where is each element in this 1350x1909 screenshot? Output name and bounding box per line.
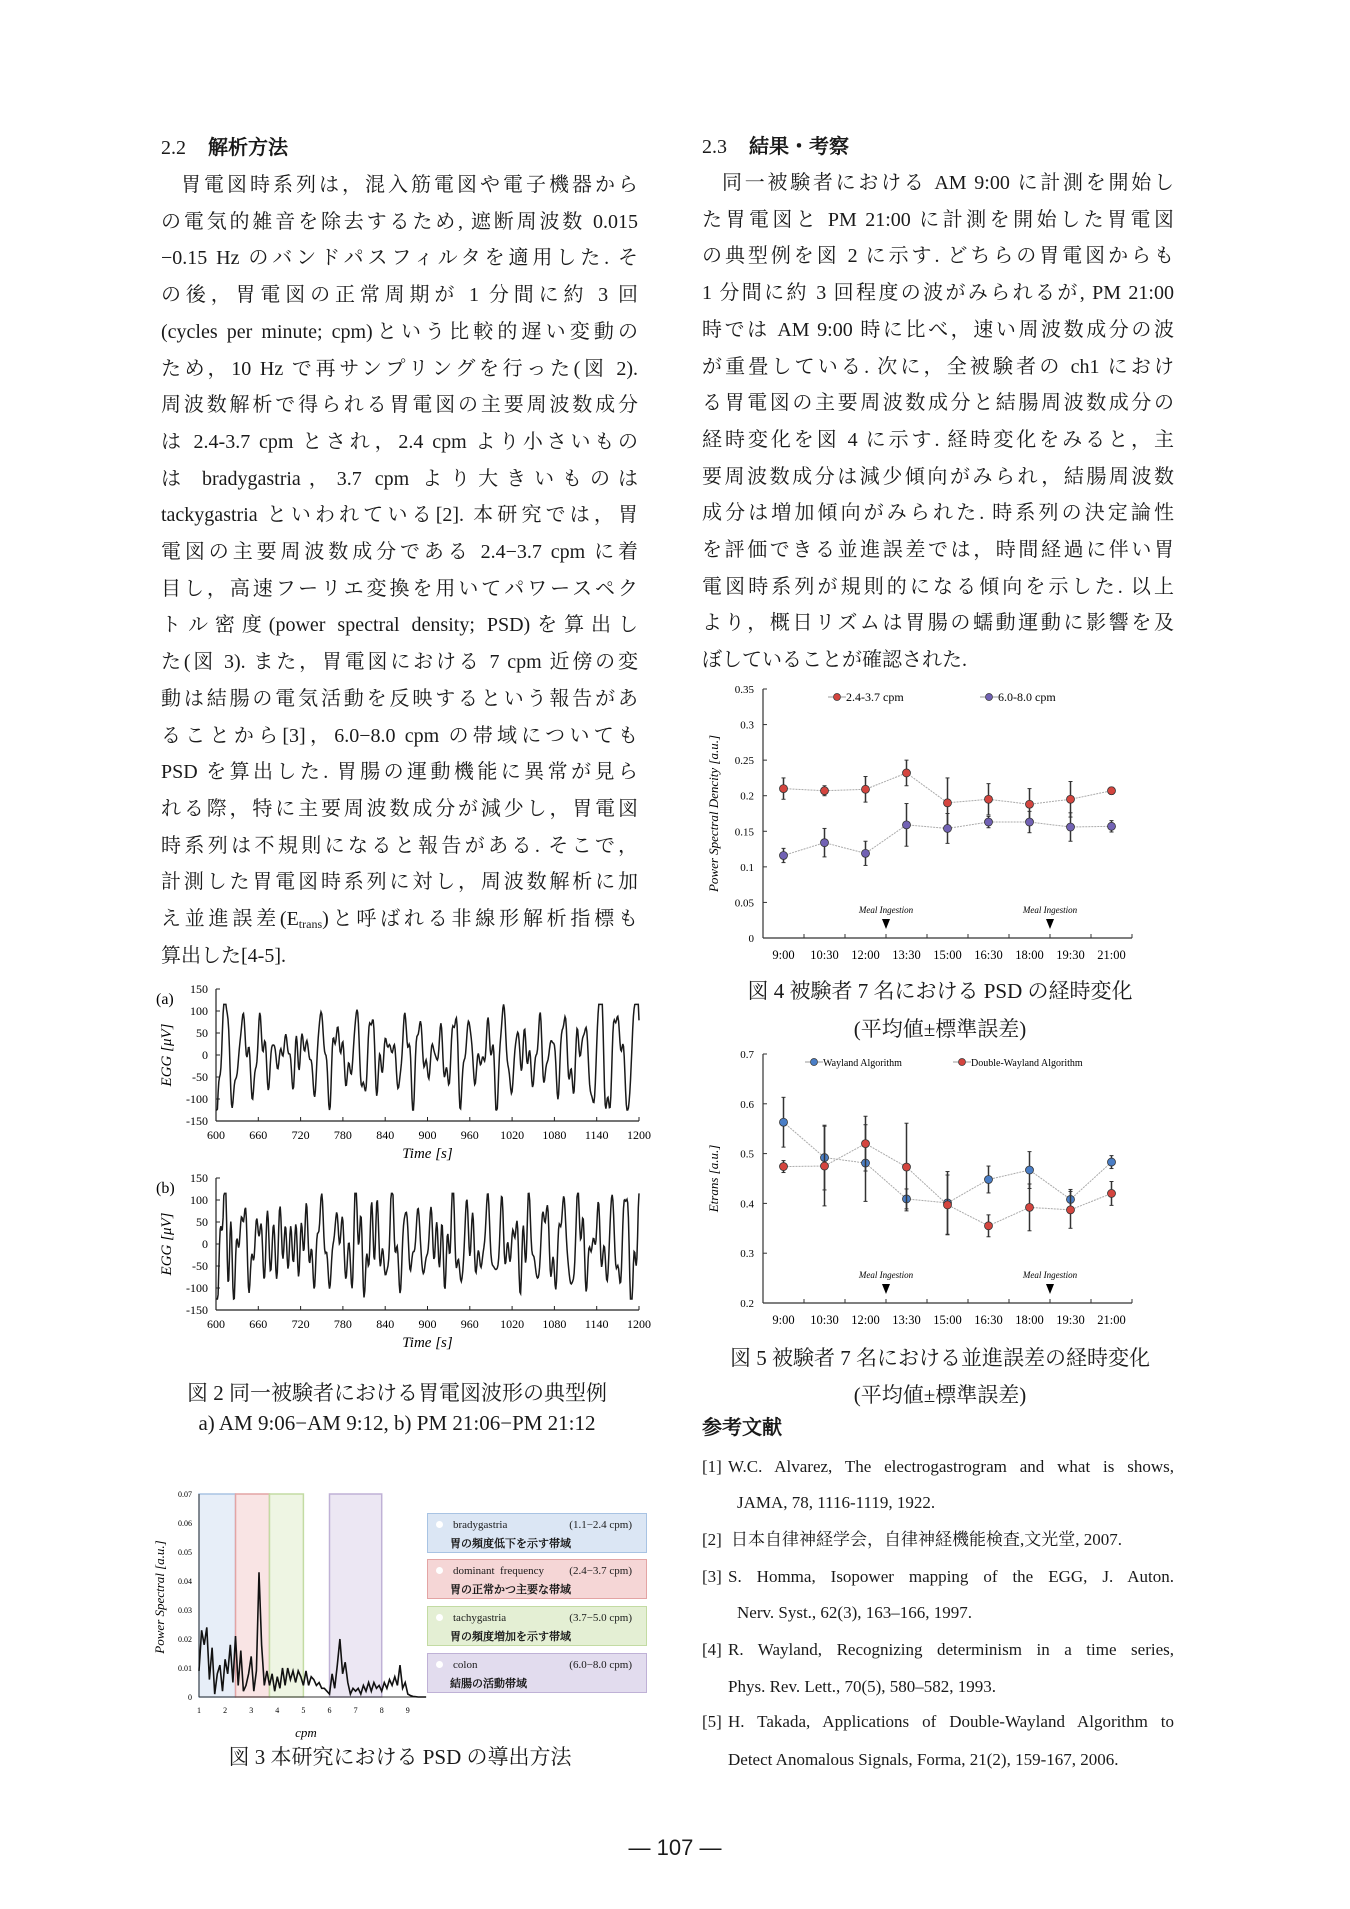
reference-text: Phys. Rev. Lett., 70(5), 580–582, 1993. [728,1677,997,1696]
egg-chart-a [156,982,651,1162]
y-tick-label: 0 [202,1048,208,1062]
data-point [903,769,911,777]
page-number: — 107 — [628,1835,722,1860]
body-text-line: 同一被験者における AM 9:00 に計測を開始し [722,172,1174,194]
x-tick-label: 3 [249,1706,254,1715]
y-tick-label: 0.1 [740,861,754,874]
body-text-line: PSD を算出した. 胃腸の運動機能に異常が見ら [161,761,638,784]
body-text-line: (cycles per minute; cpm)という比較的遅い変動の [161,320,638,343]
figure-3-caption: 図 3 本研究における PSD の導出方法 [228,1745,572,1769]
x-tick-label: 900 [418,1128,437,1142]
x-tick-label: 19:30 [1056,1313,1085,1327]
x-tick-label: 7 [353,1706,358,1715]
legend-box-tachygastria [427,1606,647,1646]
band-range: (1.1−2.4 cpm) [569,1519,632,1531]
x-tick-label: 840 [376,1128,395,1142]
data-point [1026,818,1034,826]
body-text-line: より，概日リズムは胃腸の蠕動運動に影響を及 [702,612,1174,635]
body-text-line: 要周波数成分は減少傾向がみられ，結腸周波数 [702,465,1174,488]
legend-label: Double-Wayland Algorithm [971,1058,1083,1069]
etrans-time-course-chart [706,1049,1132,1327]
psd-band-chart [152,1490,426,1740]
x-tick-label: 8 [379,1706,384,1715]
text-segment: )と呼ばれる非線形解析指標も [322,908,638,930]
y-tick-label: 0.25 [734,755,754,768]
data-point [985,795,993,803]
y-tick-label: 0 [748,933,754,945]
data-point [1026,800,1034,808]
band-range: (3.7−5.0 cpm) [569,1612,632,1624]
y-tick-label: 150 [190,982,208,996]
section-title: 結果・考察 [749,136,849,158]
x-tick-label: 9:00 [772,1313,795,1327]
bullet-icon [436,1521,443,1528]
y-tick-label: -150 [186,1303,208,1317]
y-tick-label: 50 [196,1026,208,1040]
section-heading-2-3 [702,135,849,159]
data-point [1108,822,1116,830]
data-point [1108,1189,1116,1197]
x-tick-label: 780 [333,1128,352,1142]
reference-text: H. Takada, Applications of Double-Wayland Algorithm to [728,1712,1174,1731]
meal-ingestion-label: Meal Ingestion [858,1270,914,1280]
data-point [985,1175,993,1183]
y-tick-label: 0.07 [178,1490,192,1499]
reference-text: R. Wayland, Recognizing determinism in a time series, [728,1640,1174,1659]
y-tick-label: 0.06 [178,1519,192,1528]
reference-number: [1] [702,1457,722,1476]
body-text-line: の典型例を図 2 に示す. どちらの胃電図からも [702,245,1174,268]
section-heading-2-2 [161,136,288,160]
x-tick-label: 1140 [584,1317,609,1331]
x-tick-label: 13:30 [892,948,921,962]
y-tick-label: 0.2 [740,790,754,803]
x-tick-label: 12:00 [851,948,880,962]
y-axis-label: EGG [μV] [159,1023,175,1087]
y-tick-label: 0.4 [740,1198,754,1211]
legend-marker [986,694,993,701]
x-tick-label: 18:00 [1015,1313,1044,1327]
y-tick-label: 0.6 [740,1098,754,1111]
y-axis-label: Power Spectral Dencity [a.u.] [706,734,721,893]
frequency-band [199,1494,236,1697]
x-tick-label: 13:30 [892,1313,921,1327]
y-tick-label: -150 [186,1114,208,1128]
body-text-line: た胃電図と PM 21:00 に計測を開始した胃電図 [702,208,1174,231]
x-tick-label: 19:30 [1056,948,1085,962]
x-axis-label: Time [s] [402,1146,453,1162]
body-text-line: トル密度(power spectral density; PSD)を算出し [161,614,638,637]
body-text-line [161,907,638,931]
y-axis-label: Etrans [a.u.] [706,1144,721,1213]
y-tick-label: 0.05 [178,1548,192,1557]
y-tick-label: 0.05 [734,897,754,910]
y-tick-label: 100 [190,1004,208,1018]
band-range: (2.4−3.7 cpm) [569,1565,632,1577]
x-axis-label: cpm [295,1725,317,1740]
figure-2-subcaption: a) AM 9:06−AM 9:12, b) PM 21:06−PM 21:12 [198,1411,596,1435]
x-tick-label: 600 [207,1128,225,1142]
band-range: (6.0−8.0 cpm) [569,1659,632,1671]
egg-waveform [216,1004,639,1110]
body-text-line: ため，10 Hz で再サンプリングを行った(図 2). [161,357,638,380]
data-point [1108,1158,1116,1166]
x-tick-label: 960 [460,1317,479,1331]
y-tick-label: 0.03 [178,1606,192,1615]
x-tick-label: 10:30 [810,948,839,962]
y-tick-label: 0 [188,1693,192,1702]
data-point [985,1222,993,1230]
reference-text: Detect Anomalous Signals, Forma, 21(2), 159-167, 2006. [728,1750,1119,1769]
data-point [862,1140,870,1148]
section-number: 2.3 [702,136,727,158]
x-tick-label: 21:00 [1097,1313,1126,1327]
data-point [944,824,952,832]
legend-box-dominant-frequency [427,1559,647,1599]
body-text-line: 1 分間に約 3 回程度の波がみられるが, PM 21:00 [702,282,1174,305]
body-text-line: tackygastria といわれている[2]. 本研究では，胃 [161,504,638,527]
legend-marker [834,694,841,701]
body-text-line: の後，胃電図の正常周期が 1 分間に約 3 回 [161,284,638,307]
legend-marker [811,1059,818,1066]
figure-5-subcaption: (平均値±標準誤差) [853,1383,1027,1407]
x-tick-label: 1140 [584,1128,609,1142]
y-tick-label: -50 [192,1259,208,1273]
y-tick-label: 0.3 [740,719,754,732]
data-point [821,787,829,795]
body-text-line: た(図 3). また，胃電図における 7 cpm 近傍の変 [161,651,638,674]
subscript: trans [298,917,323,931]
references-heading: 参考文献 [702,1417,782,1439]
x-tick-label: 18:00 [1015,948,1044,962]
y-tick-label: 0.2 [740,1298,754,1310]
panel-label: (b) [156,1180,175,1197]
reference-number: [2] [702,1530,722,1549]
y-tick-label: 0.3 [740,1248,754,1261]
body-text-line: 計測した胃電図時系列に対し，周波数解析に加 [161,871,638,894]
y-tick-label: 0.15 [734,826,754,839]
body-text-line: れる際，特に主要周波数成分が減少し，胃電図 [161,797,638,820]
x-tick-label: 1080 [542,1128,567,1142]
x-tick-label: 5 [301,1706,306,1715]
legend-label: 6.0-8.0 cpm [998,690,1056,704]
x-tick-label: 1080 [542,1317,567,1331]
bullet-icon [436,1567,443,1574]
x-tick-label: 720 [291,1128,310,1142]
y-tick-label: 0.5 [740,1148,754,1161]
data-point [1067,795,1075,803]
x-tick-label: 9:00 [772,948,795,962]
body-text-line: 成分は増加傾向がみられた. 時系列の決定論性 [702,502,1174,525]
y-tick-label: 0.04 [178,1577,192,1586]
body-text-line: る胃電図の主要周波数成分と結腸周波数成分の [702,392,1174,415]
body-text-line: は 2.4-3.7 cpm とされ，2.4 cpm より小さいもの [161,430,638,453]
meal-arrow-icon [1046,919,1054,929]
text-segment: え並進誤差(E [161,908,299,930]
meal-arrow-icon [882,1284,890,1294]
y-tick-label: 0.35 [734,684,754,696]
bullet-icon [436,1614,443,1621]
legend-label: Wayland Algorithm [823,1058,902,1069]
x-tick-label: 1200 [627,1128,651,1142]
x-tick-label: 16:30 [974,948,1003,962]
body-text-line: 動は結腸の電気活動を反映するという報告があ [161,687,638,710]
reference-text: JAMA, 78, 1116-1119, 1922. [737,1493,936,1512]
x-tick-label: 660 [249,1317,268,1331]
band-description: 結腸の活動帯域 [450,1678,527,1690]
reference-text: W.C. Alvarez, The electrogastrogram and what is shows, [728,1457,1174,1476]
meal-ingestion-label: Meal Ingestion [858,905,914,915]
band-description: 胃の頻度増加を示す帯域 [450,1631,571,1643]
reference-number: [4] [702,1640,722,1659]
reference-number: [3] [702,1567,722,1586]
y-tick-label: 0.7 [740,1049,754,1061]
data-point [1067,1206,1075,1214]
data-point [1026,1203,1034,1211]
body-text-line: 電図時系列が規則的になる傾向を示した. 以上 [702,575,1174,598]
x-tick-label: 1020 [500,1317,525,1331]
legend-marker [959,1059,966,1066]
figure-4-caption: 図 4 被験者 7 名における PSD の経時変化 [747,979,1133,1003]
y-tick-label: 50 [196,1215,208,1229]
y-axis-label: Power Spectral [a.u.] [152,1540,167,1654]
x-tick-label: 720 [291,1317,310,1331]
body-text-line: 算出した[4-5]. [161,944,286,967]
x-tick-label: 1020 [500,1128,525,1142]
body-text-line: −0.15 Hz のバンドパスフィルタを適用した. そ [161,247,638,270]
body-text-line: 胃電図時系列は，混入筋電図や電子機器から [181,174,638,196]
x-axis-label: Time [s] [402,1335,453,1351]
egg-waveform [216,1193,639,1299]
x-tick-label: 2 [223,1706,228,1715]
data-point [903,821,911,829]
band-name: bradygastria [453,1519,508,1531]
body-text-line: 経時変化を図 4 に示す. 経時変化をみると，主 [702,428,1174,451]
body-text-line: ることから[3]，6.0−8.0 cpm の帯域についても [161,724,638,747]
x-tick-label: 10:30 [810,1313,839,1327]
y-tick-label: 0.01 [178,1664,192,1673]
data-point [780,851,788,859]
x-tick-label: 900 [418,1317,437,1331]
x-tick-label: 600 [207,1317,225,1331]
meal-arrow-icon [882,919,890,929]
band-description: 胃の正常かつ主要な帯域 [450,1584,571,1596]
data-point [780,785,788,793]
data-point [944,1201,952,1209]
y-tick-label: 0 [202,1237,208,1251]
body-text-line: は bradygastria，3.7 cpm より大きいものは [161,467,638,490]
x-tick-label: 15:00 [933,948,962,962]
legend-label: 2.4-3.7 cpm [846,690,904,704]
y-tick-label: 150 [190,1171,208,1185]
x-tick-label: 4 [275,1706,280,1715]
data-point [862,849,870,857]
x-tick-label: 16:30 [974,1313,1003,1327]
body-text-line: が重畳している. 次に，全被験者の ch1 におけ [702,355,1174,378]
body-text-line: を評価できる並進誤差では，時間経過に伴い胃 [702,539,1174,561]
body-text-line: ぼしていることが確認された. [702,649,967,672]
band-name: tachygastria [453,1612,507,1624]
data-point [944,799,952,807]
x-tick-label: 15:00 [933,1313,962,1327]
frequency-band [269,1494,303,1697]
bullet-icon [436,1661,443,1668]
y-tick-label: -100 [186,1092,208,1106]
body-text-line: 周波数解析で得られる胃電図の主要周波数成分 [161,394,638,417]
reference-text: Nerv. Syst., 62(3), 163–166, 1997. [737,1603,972,1622]
band-description: 胃の頻度低下を示す帯域 [450,1538,571,1550]
figure-2-caption: 図 2 同一被験者における胃電図波形の典型例 [187,1381,607,1405]
reference-text: 日本自律神経学会，自律神経機能検査,文光堂, 2007. [731,1530,1122,1549]
meal-ingestion-label: Meal Ingestion [1022,905,1078,915]
x-tick-label: 12:00 [851,1313,880,1327]
reference-number: [5] [702,1712,722,1731]
data-point [903,1163,911,1171]
panel-label: (a) [156,991,174,1008]
y-axis-label: EGG [μV] [159,1212,175,1276]
psd-time-course-chart [706,684,1132,962]
band-name: colon [453,1659,478,1671]
body-text-line: の電気的雑音を除去するため, 遮断周波数 0.015 [161,210,638,233]
meal-ingestion-label: Meal Ingestion [1022,1270,1078,1280]
data-point [780,1163,788,1171]
body-text-line: 電図の主要周波数成分である 2.4−3.7 cpm に着 [161,541,638,563]
data-point [985,818,993,826]
data-point [780,1118,788,1126]
meal-arrow-icon [1046,1284,1054,1294]
reference-text: S. Homma, Isopower mapping of the EGG, J. Auton. [728,1567,1174,1586]
section-title: 解析方法 [208,137,288,159]
legend-box-colon [427,1653,647,1693]
band-name: dominant frequency [453,1565,545,1577]
x-tick-label: 21:00 [1097,948,1126,962]
data-point [862,785,870,793]
x-tick-label: 840 [376,1317,395,1331]
x-tick-label: 660 [249,1128,268,1142]
section-number: 2.2 [161,137,186,159]
y-tick-label: 0.02 [178,1635,192,1644]
x-tick-label: 9 [405,1706,410,1715]
x-tick-label: 6 [327,1706,332,1715]
y-tick-label: -50 [192,1070,208,1084]
data-point [1108,787,1116,795]
figure-5-caption: 図 5 被験者 7 名における並進誤差の経時変化 [730,1346,1150,1370]
legend-box-bradygastria [427,1513,647,1553]
x-tick-label: 1200 [627,1317,651,1331]
x-tick-label: 1 [197,1706,201,1715]
data-point [821,1162,829,1170]
body-text-line: 時では AM 9:00 時に比べ，速い周波数成分の波 [702,318,1174,341]
figure-4-subcaption: (平均値±標準誤差) [853,1017,1027,1041]
data-point [821,839,829,847]
data-point [1067,823,1075,831]
body-text-line: 時系列は不規則になると報告がある. そこで， [161,834,638,857]
data-point [1026,1166,1034,1174]
body-text-line: 目し，高速フーリエ変換を用いてパワースペク [161,577,638,600]
y-tick-label: -100 [186,1281,208,1295]
x-tick-label: 780 [333,1317,352,1331]
y-tick-label: 100 [190,1193,208,1207]
egg-chart-b [156,1171,651,1351]
x-tick-label: 960 [460,1128,479,1142]
series-1 [780,1116,1116,1237]
